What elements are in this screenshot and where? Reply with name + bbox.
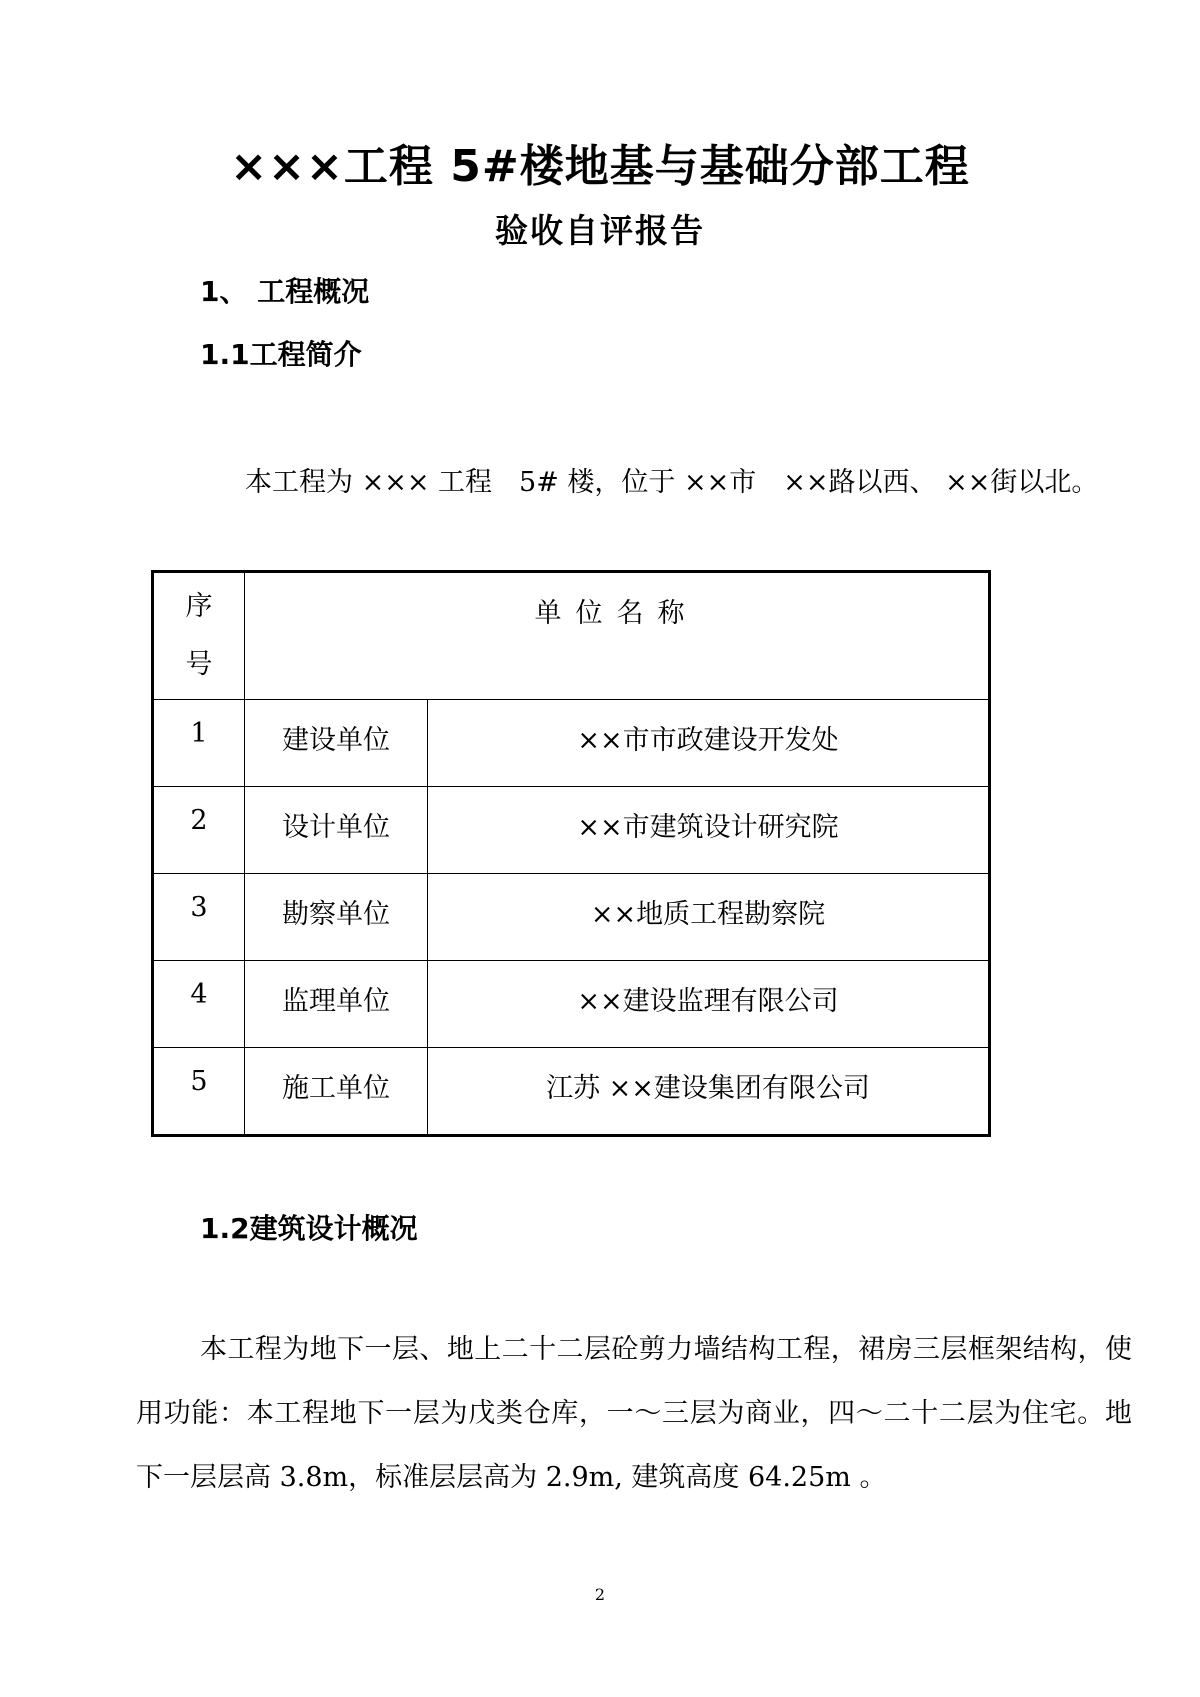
table-row xyxy=(153,787,990,874)
table-row xyxy=(153,961,990,1048)
row-unit-name: ××市市政建设开发处 xyxy=(428,700,990,787)
row-number: 4 xyxy=(153,961,245,1048)
row-number: 1 xyxy=(153,700,245,787)
page-number: 2 xyxy=(594,1585,606,1604)
row-role: 监理单位 xyxy=(245,961,428,1048)
row-number: 3 xyxy=(153,874,245,961)
header-seq-char-2: 号 xyxy=(185,649,213,680)
participating-units-table xyxy=(151,570,991,1137)
header-unit-name: 单位名称 xyxy=(245,572,990,700)
row-number: 5 xyxy=(153,1048,245,1136)
row-role: 施工单位 xyxy=(245,1048,428,1136)
section-heading-architectural-design: 1.2建筑设计概况 xyxy=(200,1212,418,1245)
table-row xyxy=(153,1048,990,1136)
header-seq-cell xyxy=(153,572,245,700)
section-heading-project-intro: 1.1工程简介 xyxy=(200,338,362,371)
row-role: 建设单位 xyxy=(245,700,428,787)
row-role: 勘察单位 xyxy=(245,874,428,961)
project-intro-text: 本工程为 ××× 工程 5# 楼，位于 ××市 ××路以西、 ××街以北。 xyxy=(245,467,1099,498)
section-heading-overview: 1、 工程概况 xyxy=(200,275,370,308)
document-title: ×××工程 5#楼地基与基础分部工程 xyxy=(230,141,970,192)
row-role: 设计单位 xyxy=(245,787,428,874)
row-unit-name: ××地质工程勘察院 xyxy=(428,874,990,961)
table-row xyxy=(153,874,990,961)
document-subtitle: 验收自评报告 xyxy=(495,211,705,250)
row-unit-name: ××建设监理有限公司 xyxy=(428,961,990,1048)
table-row xyxy=(153,700,990,787)
table-header-row xyxy=(153,572,990,700)
header-seq-char-1: 序 xyxy=(185,591,213,622)
architectural-design-paragraph: 本工程为地下一层、地上二十二层砼剪力墙结构工程，裙房三层框架结构，使用功能：本工程地下一层为戊类仓库，一～三层为商业，四～二十二层为住宅。地下一层层高 3.8m，标准层层高为 2.9m, 建筑高度 64.25m 。 xyxy=(136,1334,1132,1493)
row-unit-name: ××市建筑设计研究院 xyxy=(428,787,990,874)
row-number: 2 xyxy=(153,787,245,874)
row-unit-name: 江苏 ××建设集团有限公司 xyxy=(428,1048,990,1136)
